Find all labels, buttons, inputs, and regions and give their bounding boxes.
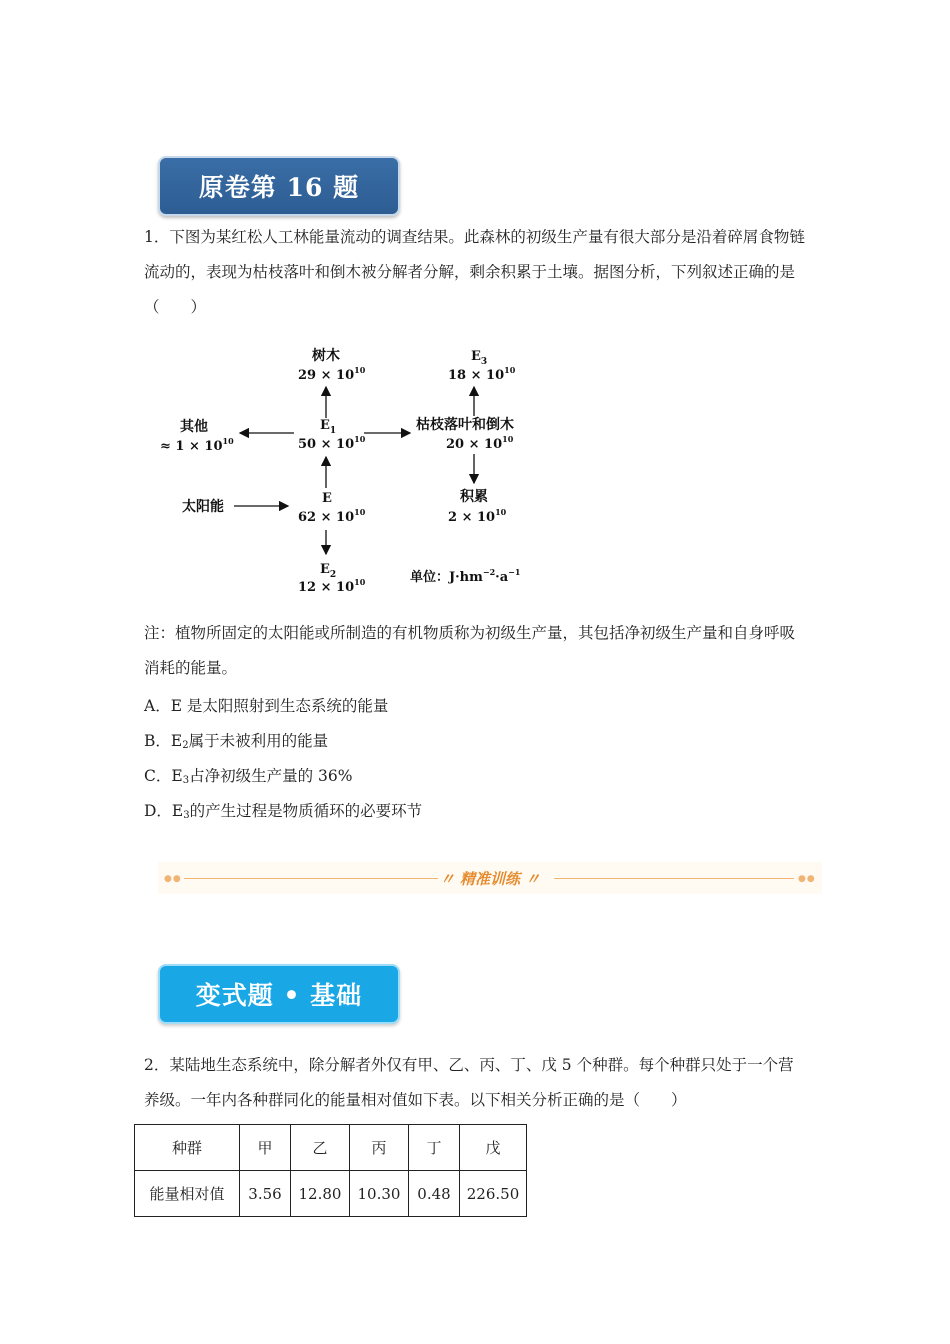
svg-text:18 × 1010: $18 \times 10^{10}$ (448, 365, 516, 383)
table-header-cell: 种群 (135, 1125, 240, 1171)
banner-title: 〃 精准训练 〃 (439, 870, 541, 888)
energy-table (134, 1124, 527, 1217)
svg-text:62 × 1010: $62 \times 10^{10}$ (298, 507, 366, 525)
other-value: ≈ 1 × 10 (160, 439, 223, 454)
sun-label: 太阳能 (182, 499, 224, 515)
litter-value: 20 × 10 (446, 437, 503, 452)
table-cell: 12.80 (291, 1171, 350, 1217)
table-header-row (135, 1125, 527, 1171)
q1-option-b[interactable]: B．$E_2$属于未被利用的能量 (144, 732, 329, 751)
banner-dots-right: ●● (798, 874, 816, 884)
table-cell: 能量相对值 (135, 1171, 240, 1217)
table-header-cell: 戊 (460, 1125, 527, 1171)
e-value: 62 × 10 (298, 510, 355, 525)
accum-label: 积累 (460, 489, 488, 505)
q1-option-d[interactable]: D．$E_3$的产生过程是物质循环的必要环节 (144, 802, 423, 821)
svg-text:单位：J·hm−2·a−1: 单位：$J\cdot hm^{-2}\cdot a^{-1}$ (410, 567, 521, 585)
svg-text:E1: $E_1$ (320, 418, 337, 436)
variant-basic-badge: 变式题 • 基础 (158, 964, 400, 1024)
svg-text:20 × 1010: $20 \times 10^{10}$ (446, 434, 514, 452)
table-cell: 226.50 (460, 1171, 527, 1217)
tree-label: 树木 (312, 348, 340, 364)
q1-note: 注：植物所固定的太阳能或所制造的有机物质称为初级生产量，其包括净初级生产量和自身呼吸消耗的能量。 (144, 624, 796, 677)
table-header-cell: 丁 (409, 1125, 460, 1171)
precise-training-banner (158, 862, 822, 894)
banner-dots-left: ●● (164, 874, 182, 884)
svg-text:E3: $E_3$ (471, 349, 488, 367)
e2-value: 12 × 10 (298, 580, 355, 595)
accum-value: 2 × 10 (448, 510, 496, 525)
svg-text:29 × 1010: $29 \times 10^{10}$ (298, 365, 366, 383)
svg-text:E2: $E_2$ (320, 562, 337, 580)
table-header-cell: 甲 (240, 1125, 291, 1171)
e1-label: E (320, 418, 330, 433)
svg-text:50 × 1010: $50 \times 10^{10}$ (298, 434, 366, 452)
table-cell: 10.30 (350, 1171, 409, 1217)
svg-text:≈ 1 × 1010: ≈ $1 \times 10^{10}$ (160, 436, 234, 454)
original-question-badge: 原卷第 16 题 (158, 156, 400, 216)
e-label: E (322, 491, 332, 506)
other-label: 其他 (180, 419, 208, 435)
table-cell: 0.48 (409, 1171, 460, 1217)
table-cell: 3.56 (240, 1171, 291, 1217)
svg-text:2 × 1010: $2 \times 10^{10}$ (448, 507, 507, 525)
e3-value: 18 × 10 (448, 368, 505, 383)
unit-label: 单位：J·hm (410, 570, 483, 585)
litter-label: 枯枝落叶和倒木 (416, 417, 514, 433)
q1-option-c[interactable]: C．$E_3$占净初级生产量的 36% (144, 767, 353, 786)
e3-label: E (471, 349, 481, 364)
q1-stem: 1．下图为某红松人工林能量流动的调查结果。此森林的初级生产量有很大部分是沿着碎屑食物链流动的，表现为枯枝落叶和倒木被分解者分解，剩余积累于土壤。据图分析，下列叙述正确的是（ ） (144, 228, 805, 316)
table-header-cell: 乙 (291, 1125, 350, 1171)
table-header-cell: 丙 (350, 1125, 409, 1171)
q2-stem: 2．某陆地生态系统中，除分解者外仅有甲、乙、丙、丁、戊 5 个种群。每个种群只处于一个营养级。一年内各种群同化的能量相对值如下表。以下相关分析正确的是（ ） (144, 1056, 794, 1109)
tree-value: 29 × 10 (298, 368, 355, 383)
q1-option-a[interactable]: A．E 是太阳照射到生态系统的能量 (144, 697, 389, 715)
table-row (135, 1171, 527, 1217)
svg-text:12 × 1010: $12 \times 10^{10}$ (298, 577, 366, 595)
energy-flow-diagram (152, 340, 552, 600)
e1-value: 50 × 10 (298, 437, 355, 452)
e2-label: E (320, 562, 330, 577)
